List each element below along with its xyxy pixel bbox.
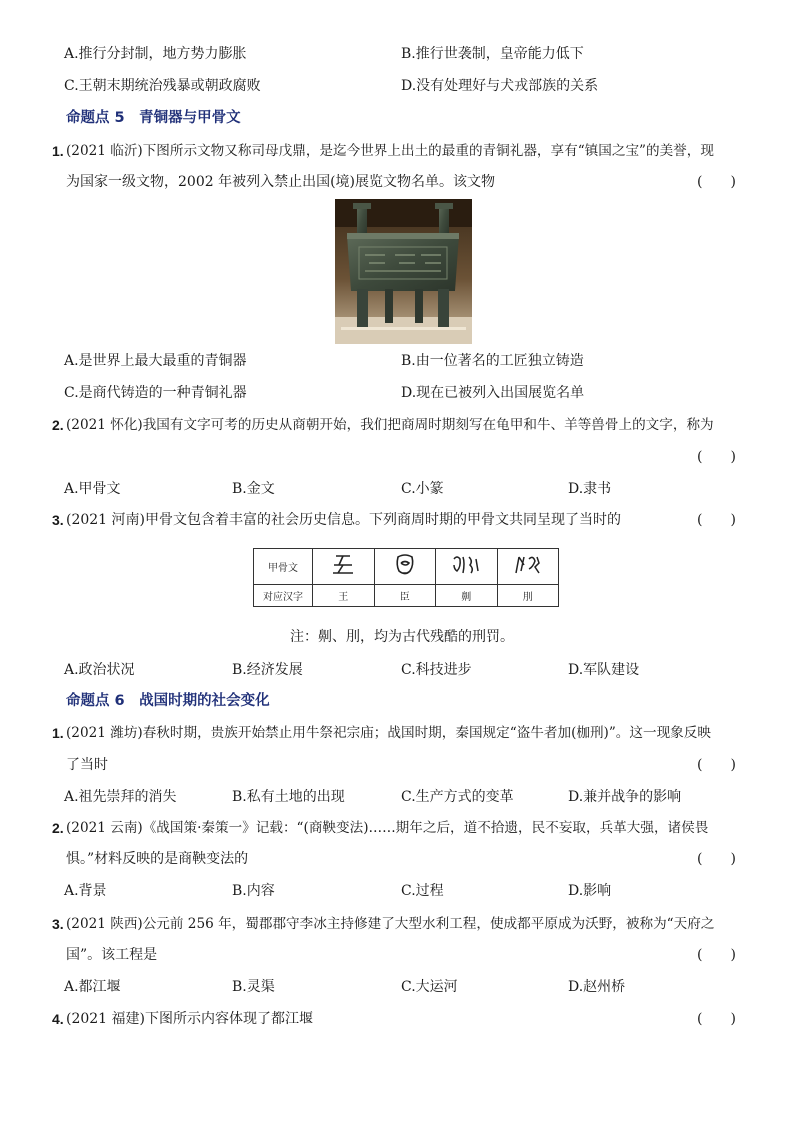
option-a: A.是世界上最大最重的青铜器 <box>64 353 247 369</box>
option-b: B.灵渠 <box>232 979 275 995</box>
option-c: C.生产方式的变革 <box>401 789 514 805</box>
question-text: (2021 临沂)下图所示文物又称司母戊鼎，是迄今世界上出土的最重的青铜礼器，享有“镇国之宝”的美誉，现 <box>66 143 714 159</box>
question-number: 1. <box>52 725 64 741</box>
option-b: B.经济发展 <box>232 662 303 678</box>
table-header-modern: 对应汉字 <box>254 584 313 606</box>
question-text-cont: 了当时 <box>66 757 108 773</box>
option-c: C.是商代铸造的一种青铜礼器 <box>64 385 247 401</box>
option-a: A.推行分封制，地方势力膨胀 <box>64 46 247 62</box>
option-d: D.军队建设 <box>568 662 640 678</box>
oracle-glyph-yue <box>497 549 559 585</box>
bronze-ding-photo <box>335 199 472 344</box>
option-a: A.背景 <box>64 883 107 899</box>
answer-bracket: ( ) <box>697 757 736 773</box>
oracle-glyph-wang <box>313 549 375 585</box>
option-b: B.私有土地的出现 <box>232 789 345 805</box>
answer-bracket: ( ) <box>697 1011 736 1027</box>
option-d: D.现在已被列入出国展览名单 <box>401 385 585 401</box>
option-a: A.甲骨文 <box>64 481 121 497</box>
question-text: (2021 怀化)我国有文字可考的历史从商朝开始，我们把商周时期刻写在龟甲和牛、羊等兽骨上的文字，称为 <box>66 417 714 433</box>
option-b: B.内容 <box>232 883 275 899</box>
question-text: (2021 云南)《战国策·秦策一》记载：“(商鞅变法)……期年之后，道不拾遗，民不妄取，兵革大强，诸侯畏 <box>66 820 709 836</box>
table-header-oracle: 甲骨文 <box>254 549 313 585</box>
oracle-bone-table <box>253 548 559 607</box>
option-d: D.赵州桥 <box>568 979 626 995</box>
table-note: 注：劓、刖，均为古代残酷的刑罚。 <box>290 629 514 645</box>
question-number: 4. <box>52 1011 64 1027</box>
option-d: D.没有处理好与犬戎部族的关系 <box>401 78 599 94</box>
option-b: B.推行世袭制，皇帝能力低下 <box>401 46 584 62</box>
option-c: C.大运河 <box>401 979 458 995</box>
oracle-glyph-yi <box>436 549 498 585</box>
question-number: 3. <box>52 512 64 528</box>
option-c: C.小篆 <box>401 481 444 497</box>
option-c: C.科技进步 <box>401 662 472 678</box>
option-d: D.隶书 <box>568 481 612 497</box>
answer-bracket: ( ) <box>697 851 736 867</box>
oracle-glyph-chen <box>374 549 436 585</box>
question-text-cont: 惧。”材料反映的是商鞅变法的 <box>66 851 249 867</box>
answer-bracket: ( ) <box>697 947 736 963</box>
question-number: 3. <box>52 916 64 932</box>
question-text-cont: 国”。该工程是 <box>66 947 158 963</box>
option-d: D.兼并战争的影响 <box>568 789 682 805</box>
answer-bracket: ( ) <box>697 174 736 190</box>
question-text: (2021 潍坊)春秋时期，贵族开始禁止用牛祭祀宗庙；战国时期，秦国规定“盗牛者加(枷刑)”。这一现象反映 <box>66 725 711 741</box>
table-cell-char: 王 <box>313 584 375 606</box>
question-number: 1. <box>52 143 64 159</box>
option-a: A.祖先崇拜的消失 <box>64 789 177 805</box>
question-text: (2021 河南)甲骨文包含着丰富的社会历史信息。下列商周时期的甲骨文共同呈现了当时的 <box>66 512 622 528</box>
option-b: B.金文 <box>232 481 275 497</box>
option-c: C.王朝末期统治残暴或朝政腐败 <box>64 78 261 94</box>
option-b: B.由一位著名的工匠独立铸造 <box>401 353 584 369</box>
option-a: A.政治状况 <box>64 662 135 678</box>
option-c: C.过程 <box>401 883 444 899</box>
question-number: 2. <box>52 820 64 836</box>
option-d: D.影响 <box>568 883 612 899</box>
answer-bracket: ( ) <box>697 512 736 528</box>
answer-bracket: ( ) <box>697 449 736 465</box>
option-a: A.都江堰 <box>64 979 121 995</box>
table-cell-char: 刖 <box>497 584 559 606</box>
section-title-6: 命题点 6 战国时期的社会变化 <box>66 693 270 709</box>
section-title-5: 命题点 5 青铜器与甲骨文 <box>66 110 241 126</box>
question-text: (2021 福建)下图所示内容体现了都江堰 <box>66 1011 314 1027</box>
table-cell-char: 臣 <box>374 584 436 606</box>
question-text-cont: 为国家一级文物，2002 年被列入禁止出国(境)展览文物名单。该文物 <box>66 174 496 190</box>
table-cell-char: 劓 <box>436 584 498 606</box>
question-number: 2. <box>52 417 64 433</box>
question-text: (2021 陕西)公元前 256 年，蜀郡郡守李冰主持修建了大型水利工程，使成都平原成为沃野，被称为“天府之 <box>66 916 715 932</box>
